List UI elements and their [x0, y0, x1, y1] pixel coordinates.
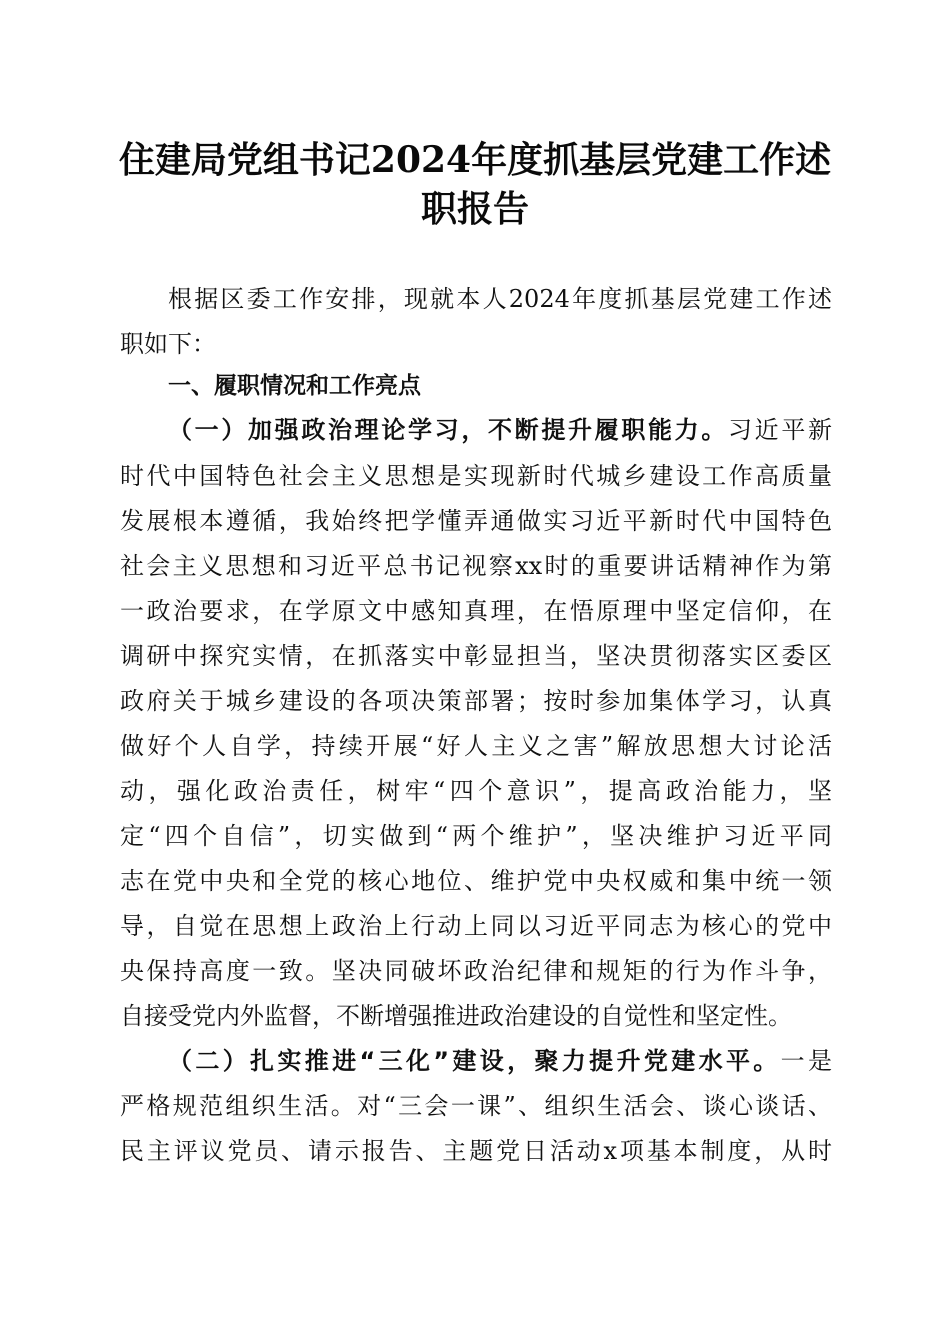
intro-line-2: 职如下： [120, 330, 216, 358]
para2-line-1 [168, 1041, 832, 1081]
para1-line: 动，强化政治责任，树牢“四个意识”，提高政治能力，坚 [120, 777, 832, 805]
para1-line-1-rest: 习近平新 [728, 416, 832, 444]
para1-line: 一政治要求，在学原文中感知真理，在悟原理中坚定信仰，在 [120, 597, 832, 625]
para1-line: 发展根本遵循，我始终把学懂弄通做实习近平新时代中国特色 [120, 507, 832, 535]
para2-line: 严格规范组织生活。对“三会一课”、组织生活会、谈心谈话、 [120, 1092, 832, 1120]
intro-line-1: 根据区委工作安排，现就本人2024年度抓基层党建工作述 [168, 285, 832, 313]
para1-line: 央保持高度一致。坚决同破坏政治纪律和规矩的行为作斗争， [120, 957, 832, 985]
para1-line: 志在党中央和全党的核心地位、维护党中央权威和集中统一领 [120, 867, 832, 895]
para1-line: 做好个人自学，持续开展“好人主义之害”解放思想大讨论活 [120, 732, 832, 760]
para1-subheading: （一）加强政治理论学习，不断提升履职能力。 [168, 416, 728, 444]
document-title-line-1: 住建局党组书记2024年度抓基层党建工作述 [118, 139, 832, 181]
para1-line: 时代中国特色社会主义思想是实现新时代城乡建设工作高质量 [120, 462, 832, 490]
section-heading-1: 一、履职情况和工作亮点 [168, 373, 421, 399]
para1-line: 政府关于城乡建设的各项决策部署；按时参加集体学习，认真 [120, 687, 832, 715]
para1-line: 导，自觉在思想上政治上行动上同以习近平同志为核心的党中 [120, 912, 832, 940]
para1-line: 社会主义思想和习近平总书记视察xx时的重要讲话精神作为第 [120, 552, 832, 580]
para1-line-1 [168, 410, 832, 450]
para1-line: 自接受党内外监督，不断增强推进政治建设的自觉性和坚定性。 [120, 1002, 792, 1030]
para1-line: 调研中探究实情，在抓落实中彰显担当，坚决贯彻落实区委区 [120, 642, 832, 670]
para2-line-1-rest: 一是 [780, 1047, 832, 1075]
para1-line: 定“四个自信”，切实做到“两个维护”，坚决维护习近平同 [120, 822, 832, 850]
para2-line: 民主评议党员、请示报告、主题党日活动x项基本制度，从时 [120, 1137, 832, 1165]
para2-subheading: （二）扎实推进“三化”建设，聚力提升党建水平。 [168, 1047, 781, 1075]
document-title-line-2: 职报告 [420, 188, 529, 230]
